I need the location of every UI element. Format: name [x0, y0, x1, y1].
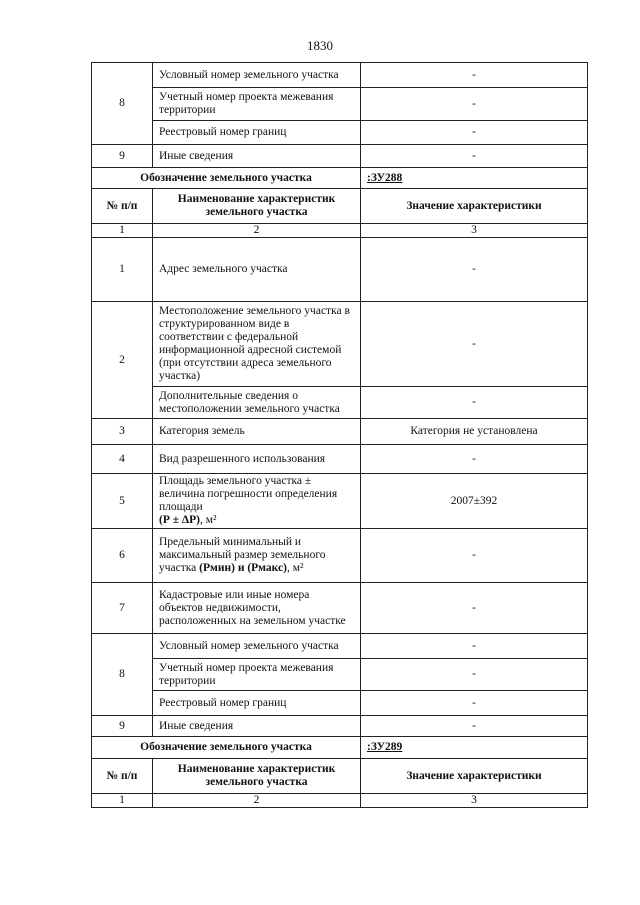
row-label: Учетный номер проекта межевания территории: [153, 659, 361, 691]
table-row: [92, 121, 588, 145]
row-label-text: Площадь земельного участка ± величина погрешности определения площади: [159, 475, 338, 513]
row-label: Учетный номер проекта межевания территории: [153, 88, 361, 121]
row-value: -: [361, 121, 588, 145]
row-label: Иные сведения: [153, 716, 361, 737]
row-label: Условный номер земельного участка: [153, 634, 361, 659]
row-number: 8: [92, 63, 153, 145]
column-header-value: Значение характеристики: [361, 189, 588, 224]
designation-value: :ЗУ288: [361, 168, 588, 189]
table-row: [92, 716, 588, 737]
table-row: [92, 659, 588, 691]
row-label-unit: , м²: [199, 514, 217, 526]
row-label-text: Предельный минимальный и максимальный размер земельного участка: [159, 536, 326, 574]
table-row: [92, 302, 588, 387]
row-label: Дополнительные сведения о местоположении земельного участка: [153, 387, 361, 419]
column-header-row: [92, 759, 588, 794]
table-row: [92, 691, 588, 716]
table-row: [92, 445, 588, 474]
row-value: -: [361, 63, 588, 88]
table-row: [92, 63, 588, 88]
row-number: 9: [92, 716, 153, 737]
row-label: Вид разрешенного использования: [153, 445, 361, 474]
row-value: -: [361, 445, 588, 474]
table-row: [92, 583, 588, 634]
row-label: Условный номер земельного участка: [153, 63, 361, 88]
row-number: 1: [92, 238, 153, 302]
row-value: -: [361, 716, 588, 737]
table-row: [92, 474, 588, 529]
row-value: -: [361, 529, 588, 583]
row-number: 5: [92, 474, 153, 529]
row-value: -: [361, 302, 588, 387]
row-label: [153, 529, 361, 583]
row-value: -: [361, 88, 588, 121]
column-index: 3: [361, 794, 588, 808]
designation-value: :ЗУ289: [361, 737, 588, 759]
column-header-name: Наименование характеристик земельного участка: [153, 189, 361, 224]
column-header-value: Значение характеристики: [361, 759, 588, 794]
row-number: 2: [92, 302, 153, 419]
row-number: 6: [92, 529, 153, 583]
row-label: Местоположение земельного участка в структурированном виде в соответствии с федеральной информационной адресной системой (при отсутствии адреса земельного участка): [153, 302, 361, 387]
column-header-row: [92, 189, 588, 224]
row-value: -: [361, 145, 588, 168]
designation-row: [92, 168, 588, 189]
row-label: Иные сведения: [153, 145, 361, 168]
row-label: Кадастровые или иные номера объектов недвижимости, расположенных на земельном участке: [153, 583, 361, 634]
row-number: 9: [92, 145, 153, 168]
row-value: -: [361, 583, 588, 634]
row-value: -: [361, 691, 588, 716]
table-row: [92, 419, 588, 445]
page-number: 1830: [307, 38, 333, 53]
row-number: 7: [92, 583, 153, 634]
row-value: -: [361, 659, 588, 691]
row-value: -: [361, 238, 588, 302]
table-row: [92, 145, 588, 168]
column-header-name: Наименование характеристик земельного участка: [153, 759, 361, 794]
row-label-unit: , м²: [286, 562, 304, 574]
row-label: Реестровый номер границ: [153, 121, 361, 145]
designation-row: [92, 737, 588, 759]
row-number: 8: [92, 634, 153, 716]
column-index: 1: [92, 794, 153, 808]
row-number: 3: [92, 419, 153, 445]
column-index: 2: [153, 794, 361, 808]
row-value: 2007±392: [361, 474, 588, 529]
column-index: 2: [153, 224, 361, 238]
row-label: Категория земель: [153, 419, 361, 445]
designation-label: Обозначение земельного участка: [92, 168, 361, 189]
table-row: [92, 634, 588, 659]
column-index-row: [92, 794, 588, 808]
row-value: -: [361, 634, 588, 659]
table-row: [92, 238, 588, 302]
row-label-formula: (Р ± ΔР): [159, 514, 200, 526]
row-label: [153, 474, 361, 529]
table-row: [92, 529, 588, 583]
column-header-number: № п/п: [92, 759, 153, 794]
characteristics-table: [91, 62, 588, 808]
column-index: 3: [361, 224, 588, 238]
row-number: 4: [92, 445, 153, 474]
designation-label: Обозначение земельного участка: [92, 737, 361, 759]
row-label: Реестровый номер границ: [153, 691, 361, 716]
table-row: [92, 387, 588, 419]
table-row: [92, 88, 588, 121]
column-index: 1: [92, 224, 153, 238]
column-index-row: [92, 224, 588, 238]
row-label-formula: (Рмин) и (Рмакс): [199, 562, 287, 574]
column-header-number: № п/п: [92, 189, 153, 224]
row-value: Категория не установлена: [361, 419, 588, 445]
row-label: Адрес земельного участка: [153, 238, 361, 302]
row-value: -: [361, 387, 588, 419]
